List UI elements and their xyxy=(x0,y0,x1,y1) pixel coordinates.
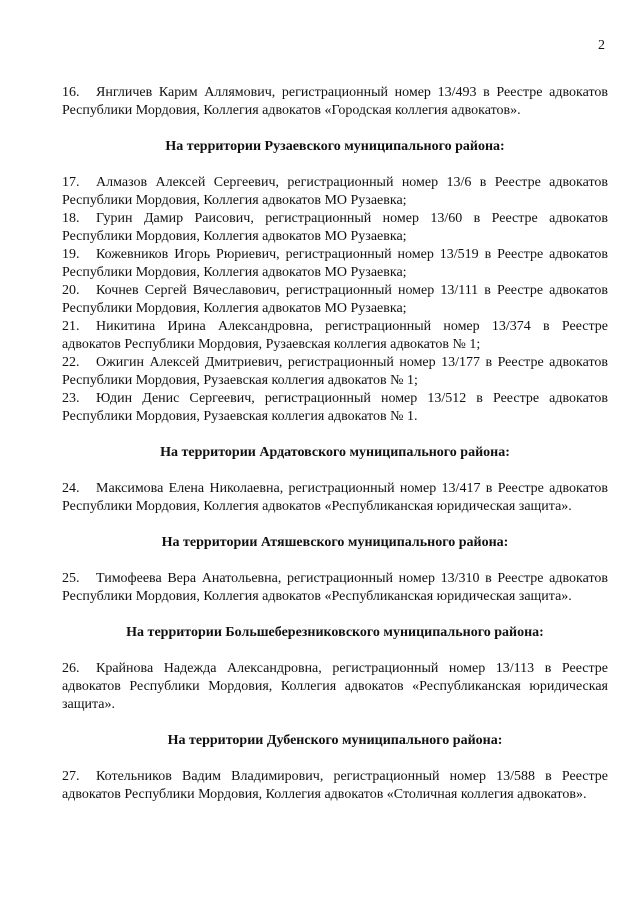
item-number: 20. xyxy=(62,283,80,298)
item-number: 17. xyxy=(62,175,80,190)
section-heading: На территории Ардатовского муниципального района: xyxy=(160,445,510,460)
item-number: 27. xyxy=(62,769,80,784)
list-item xyxy=(62,210,608,246)
item-number: 22. xyxy=(62,355,80,370)
item-text: Юдин Денис Сергеевич, регистрационный номер 13/512 в Реестре адвокатов Республики Мордовия, Рузаевская коллегия адвокатов № 1. xyxy=(62,391,608,424)
item-number: 26. xyxy=(62,661,80,676)
item-text: Никитина Ирина Александровна, регистрационный номер 13/374 в Реестре адвокатов Республики Мордовия, Рузаевская коллегия адвокатов № 1; xyxy=(62,319,608,352)
list-item xyxy=(62,570,608,606)
item-text: Кожевников Игорь Рюриевич, регистрационный номер 13/519 в Реестре адвокатов Республики Мордовия, Коллегия адвокатов МО Рузаевка; xyxy=(62,247,608,280)
item-text: Котельников Вадим Владимирович, регистрационный номер 13/588 в Реестре адвокатов Республики Мордовия, Коллегия адвокатов «Столичная коллегия адвокатов». xyxy=(62,769,608,802)
item-number: 23. xyxy=(62,391,80,406)
item-text: Алмазов Алексей Сергеевич, регистрационный номер 13/6 в Реестре адвокатов Республики Мордовия, Коллегия адвокатов МО Рузаевка; xyxy=(62,175,608,208)
item-number: 16. xyxy=(62,85,80,100)
item-text: Максимова Елена Николаевна, регистрационный номер 13/417 в Реестре адвокатов Республики Мордовия, Коллегия адвокатов «Республиканская юридическая защита». xyxy=(62,481,608,514)
item-number: 24. xyxy=(62,481,80,496)
item-text: Кочнев Сергей Вячеславович, регистрационный номер 13/111 в Реестре адвокатов Республики Мордовия, Коллегия адвокатов МО Рузаевка; xyxy=(62,283,608,316)
list-item xyxy=(62,246,608,282)
section-heading: На территории Дубенского муниципального района: xyxy=(167,733,503,748)
list-item xyxy=(62,354,608,390)
item-number: 18. xyxy=(62,211,80,226)
list-item xyxy=(62,84,608,120)
item-text: Гурин Дамир Раисович, регистрационный номер 13/60 в Реестре адвокатов Республики Мордовия, Коллегия адвокатов МО Рузаевка; xyxy=(62,211,608,244)
section-heading: На территории Атяшевского муниципального района: xyxy=(161,535,509,550)
item-text: Янгличев Карим Аллямович, регистрационный номер 13/493 в Реестре адвокатов Республики Мордовия, Коллегия адвокатов «Городская коллегия адвокатов». xyxy=(62,85,608,118)
section-heading: На территории Рузаевского муниципального района: xyxy=(165,139,505,154)
list-item xyxy=(62,390,608,426)
list-item xyxy=(62,282,608,318)
page-number: 2 xyxy=(598,38,605,53)
item-text: Крайнова Надежда Александровна, регистрационный номер 13/113 в Реестре адвокатов Республики Мордовия, Коллегия адвокатов «Республиканская юридическая защита». xyxy=(62,661,608,712)
list-item xyxy=(62,768,608,804)
document-body xyxy=(62,84,608,804)
item-text: Тимофеева Вера Анатольевна, регистрационный номер 13/310 в Реестре адвокатов Республики Мордовия, Коллегия адвокатов «Республиканская юридическая защита». xyxy=(62,571,608,604)
list-item xyxy=(62,660,608,714)
item-number: 21. xyxy=(62,319,80,334)
item-text: Ожигин Алексей Дмитриевич, регистрационный номер 13/177 в Реестре адвокатов Республики Мордовия, Рузаевская коллегия адвокатов № 1; xyxy=(62,355,608,388)
list-item xyxy=(62,174,608,210)
list-item xyxy=(62,318,608,354)
section-heading: На территории Большеберезниковского муниципального района: xyxy=(126,625,544,640)
list-item xyxy=(62,480,608,516)
item-number: 19. xyxy=(62,247,80,262)
item-number: 25. xyxy=(62,571,80,586)
